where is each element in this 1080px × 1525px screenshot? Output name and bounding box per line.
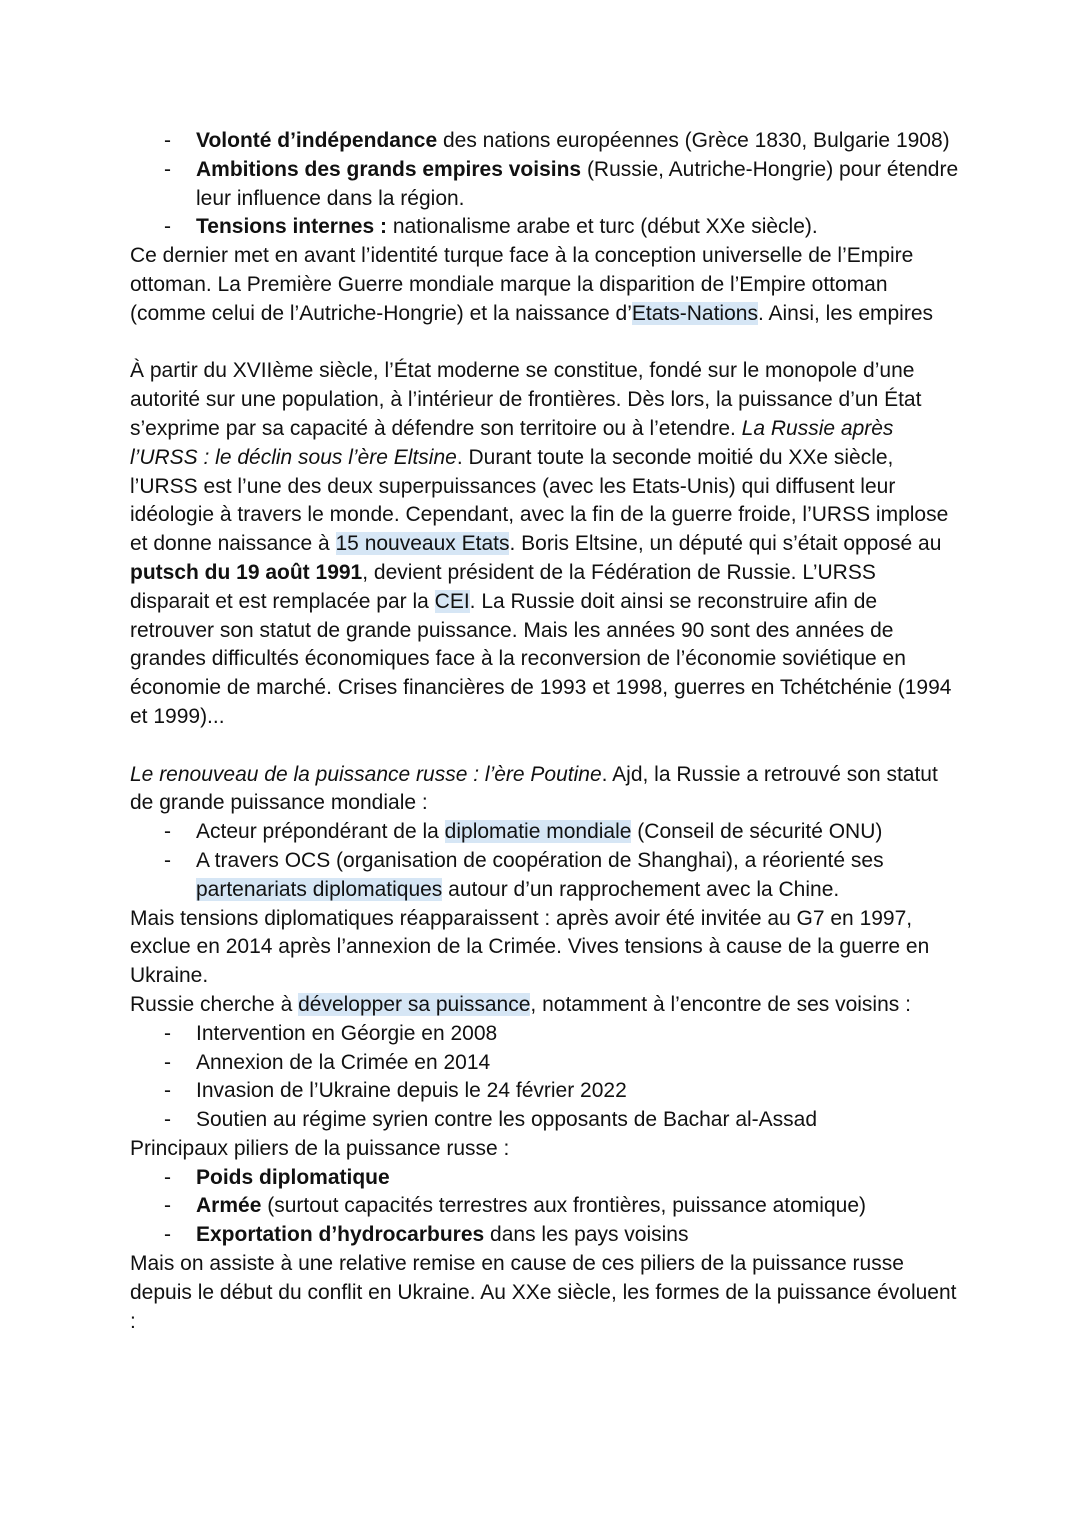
list-item: - Intervention en Géorgie en 2008 (130, 1020, 960, 1049)
piliers-list (130, 1164, 960, 1250)
list-item: - Exportation d’hydrocarbures dans les pays voisins (130, 1221, 960, 1250)
bold-term: Exportation d’hydrocarbures (196, 1223, 485, 1247)
bold-term: Armée (196, 1194, 262, 1218)
bold-term: Volonté d’indépendance (196, 129, 438, 152)
paragraph-eltsine: À partir du XVIIème siècle, l’État moderne se constitue, fondé sur le monopole d’une autorité sur une population, à l’intérieur de frontières. Dès lors, la puissance d’un État s’exprime par sa capacité à défendre son territoire ou à l’etendre. La Russie après l’URSS : le déclin sous l’ère Eltsine. Durant toute la seconde moitié du XXe siècle, l’URSS est l’une des deux superpuissances (avec les Etats-Unis) qui diffusent leur idéologie à travers le monde. Cependant, avec la fin de la guerre froide, l’URSS implose et donne naissance à 15 nouveaux Etats. Boris Eltsine, un député qui s’était opposé au putsch du 19 août 1991, devient président de la Fédération de Russie. L’URSS disparait et est remplacée par la CEI. La Russie doit ainsi se reconstruire afin de retrouver son statut de grande puissance. Mais les années 90 sont des années de grandes difficultés économiques face à la reconversion de l’économie soviétique en économie de marché. Crises financières de 1993 et 1998, guerres en Tchétchénie (1994 et 1999)... (130, 359, 952, 728)
italic-heading: La Russie après l’URSS : le déclin sous l’ère Eltsine (130, 416, 894, 469)
list-item (130, 213, 960, 242)
highlight: CEI (434, 589, 470, 613)
diplomacy-list (130, 818, 960, 904)
list-item: - Annexion de la Crimée en 2014 (130, 1049, 960, 1078)
list-item: - Invasion de l’Ukraine depuis le 24 février 2022 (130, 1077, 960, 1106)
highlight: 15 nouveaux Etats (335, 532, 510, 556)
highlight: diplomatie mondiale (444, 820, 632, 844)
bold-term: putsch du 19 août 1991 (130, 560, 363, 584)
list-item (130, 1164, 960, 1193)
paragraph-ottoman: Ce dernier met en avant l’identité turque face à la conception universelle de l’Empire ottoman. La Première Guerre mondiale marque la disparition de l’Empire ottoman (comme celui de l’Autriche-Hongrie) et la naissance d’Etats-Nations. Ainsi, les empires (130, 244, 934, 325)
list-item-text: des nations européennes (Grèce 1830, Bulgarie 1908) (437, 129, 950, 152)
bold-term: Poids diplomatique (196, 1165, 390, 1189)
list-item: - Soutien au régime syrien contre les opposants de Bachar al-Assad (130, 1106, 960, 1135)
paragraph-poutine: Le renouveau de la puissance russe : l’ère Poutine. Ajd, la Russie a retrouvé son statut de grande puissance mondiale : (130, 762, 938, 815)
list-item-text: nationalisme arabe et turc (début XXe siècle). (386, 215, 818, 239)
causes-list (130, 127, 960, 242)
highlight: développer sa puissance (298, 992, 531, 1016)
list-item (130, 127, 960, 156)
paragraph-conclusion: Mais on assiste à une relative remise en cause de ces piliers de la puissance russe depuis le début du conflit en Ukraine. Au XXe siècle, les formes de la puissance évoluent : (130, 1252, 957, 1333)
highlight: partenariats diplomatiques (196, 877, 443, 901)
paragraph-puissance: Russie cherche à développer sa puissance, notamment à l’encontre de ses voisins : (130, 992, 911, 1016)
paragraph-tensions: Mais tensions diplomatiques réapparaissent : après avoir été invitée au G7 en 1997, exclue en 2014 après l’annexion de la Crimée. Vives tensions à cause de la guerre en Ukraine. (130, 906, 930, 988)
list-item: - Armée (surtout capacités terrestres aux frontières, puissance atomique) (130, 1192, 960, 1221)
interventions-list (130, 1020, 960, 1135)
spacer (130, 329, 960, 358)
list-item (130, 156, 960, 214)
list-item: - Acteur prépondérant de la diplomatie mondiale (Conseil de sécurité ONU) (130, 818, 960, 847)
paragraph-piliers: Principaux piliers de la puissance russe : (130, 1136, 510, 1160)
bold-term: Tensions internes : (196, 215, 387, 239)
highlight: Etats-Nations (631, 301, 758, 325)
spacer (130, 732, 960, 761)
list-item-text: (Russie, Autriche-Hongrie) pour étendre leur influence dans la région. (196, 157, 959, 210)
italic-heading: Le renouveau de la puissance russe : l’ère Poutine (130, 762, 602, 786)
bold-term: Ambitions des grands empires voisins (196, 157, 582, 181)
list-item: - A travers OCS (organisation de coopération de Shanghai), a réorienté ses partenariats diplomatiques autour d’un rapprochement avec la Chine. (130, 847, 960, 905)
document-page (130, 127, 960, 1336)
